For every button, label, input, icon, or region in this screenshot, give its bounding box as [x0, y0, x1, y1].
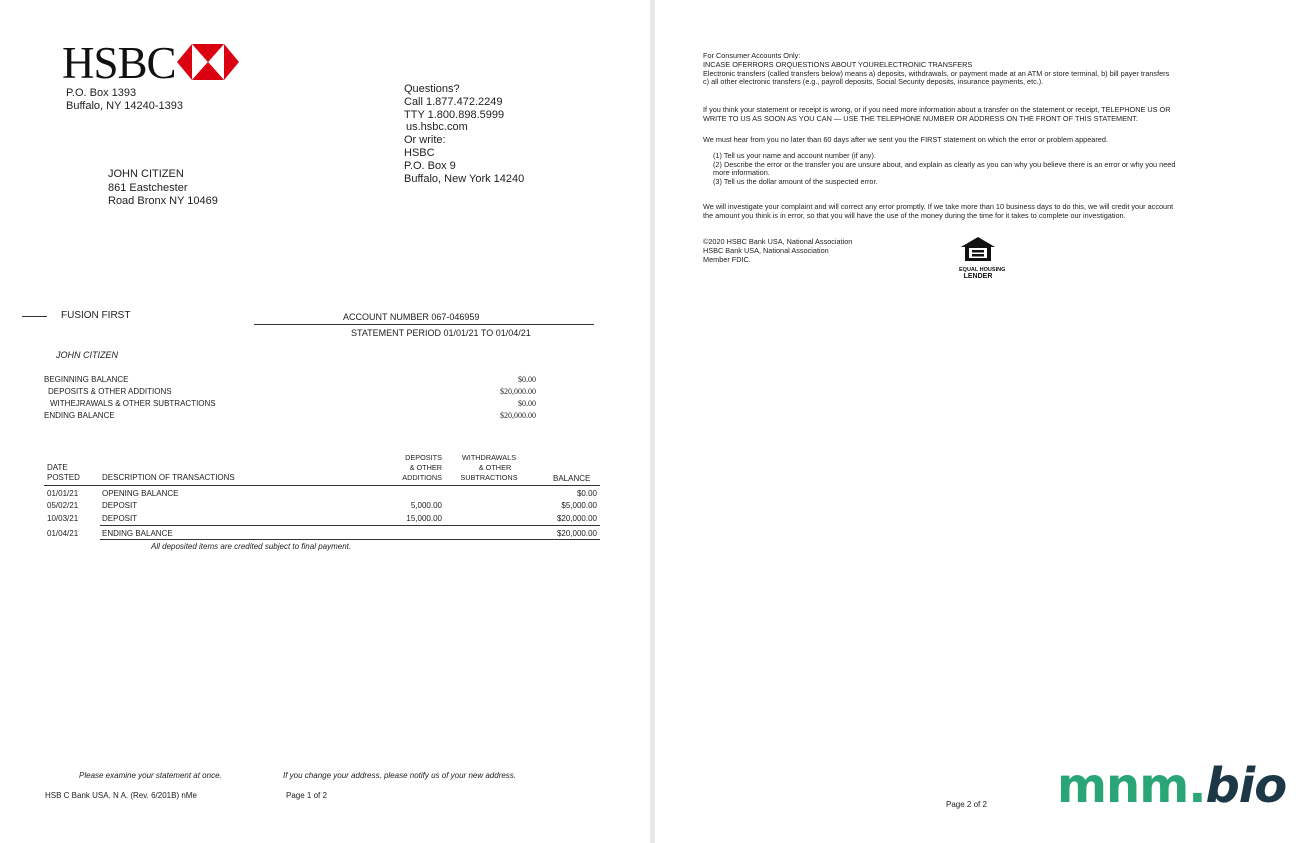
watermark-main: mnm. [1057, 758, 1206, 814]
notice-line: WRITE TO US AS SOON AS YOU CAN — USE THE TELEPHONE NUMBER OR ADDRESS ON THE FRONT OF THIS STATEMENT. [703, 113, 1138, 123]
header-deposits-line: & OTHER [409, 463, 442, 472]
header-withdrawals-line: WITHDRAWALS [461, 453, 517, 462]
return-address-line: Buffalo, NY 14240-1393 [66, 100, 184, 112]
copyright-block [703, 238, 852, 264]
notice-paragraph-3: We must hear from you no later than 60 days after we sent you the FIRST statement on which the error or problem appeared. [703, 135, 1108, 144]
summary-label-ending: ENDING BALANCE [44, 411, 115, 420]
notice-step: (3) Tell us the dollar amount of the suspected error. [713, 176, 878, 186]
notice-step: (1) Tell us your name and account number (if any). [713, 151, 876, 160]
customer-address [108, 168, 218, 209]
copyright-line: ©2020 HSBC Bank USA, National Association [703, 237, 853, 246]
row-date: 01/01/21 [47, 489, 79, 498]
copyright-line: Member FDIC. [703, 254, 751, 264]
product-name: FUSION FIRST [61, 310, 131, 321]
header-date [47, 463, 80, 483]
summary-amount-beginning: $0.00 [518, 375, 536, 384]
return-address [66, 87, 183, 113]
table-bottom-rule [100, 539, 600, 540]
row-description: OPENING BALANCE [102, 489, 179, 498]
row-description: DEPOSIT [102, 514, 138, 523]
customer-city: Road Bronx NY 10469 [108, 195, 218, 207]
header-deposits [390, 453, 442, 483]
lender-caption: LENDER [963, 273, 993, 280]
footer-form-id: HSB C Bank USA. N A. (Rev. 6/201B) nMe [45, 791, 197, 800]
notice-line: c) all other electronic transfers (e.g., payroll deposits, Social Security deposits, insurance payments, etc.). [703, 77, 1044, 87]
product-dash [22, 316, 47, 317]
contact-or-write: Or write: [404, 134, 446, 147]
equal-housing-icon [959, 236, 997, 262]
return-address-line: P.O. Box 1393 [66, 87, 137, 99]
customer-street: 861 Eastchester [108, 181, 188, 194]
notice-line: For Consumer Accounts Only: [703, 51, 801, 60]
footer-examine: Please examine your statement at once. [79, 771, 222, 780]
summary-amount-withdrawals: $0.00 [518, 399, 536, 408]
watermark-ext: bio [1205, 758, 1287, 814]
row-date: 10/03/21 [47, 514, 79, 523]
statement-period: STATEMENT PERIOD 01/01/21 TO 01/04/21 [351, 328, 531, 338]
header-deposits-line: ADDITIONS [402, 473, 442, 482]
summary-label-beginning: BEGINNING BALANCE [44, 375, 129, 384]
footer-page-number: Page 1 of 2 [286, 791, 327, 800]
table-header-rule [44, 485, 600, 486]
header-withdrawals-line: SUBTRACTIONS [460, 473, 518, 482]
contact-block [404, 83, 524, 185]
statement-page-2 [655, 0, 1304, 843]
row-deposit: 15,000.00 [406, 514, 442, 523]
summary-amount-deposits: $20,000.00 [500, 387, 536, 396]
summary-amount-ending: $20,000.00 [500, 411, 536, 420]
customer-name: JOHN CITIZEN [108, 168, 184, 180]
footer-address-change: If you change your address, please notify us of your new address. [283, 771, 517, 780]
header-date-line: POSTED [47, 473, 80, 482]
account-rule [254, 324, 594, 325]
notice-line: Electronic transfers (called transfers below) means a) deposits, withdrawals, or payment made at an ATM or store terminal, b) bill payer transfers [703, 68, 1170, 78]
notice-line: If you think your statement or receipt is wrong, or if you need more information about a transfer on the statement or receipt, TELEPHONE US OR [703, 105, 1171, 114]
notice-line: We will investigate your complaint and will correct any error promptly. If we take more than 10 business days to do this, we will credit your account [703, 202, 1174, 211]
header-description: DESCRIPTION OF TRANSACTIONS [102, 473, 235, 482]
notice-line: the amount you think is in error, so that you will have the use of the money during the time for it takes to complete our investigation. [703, 210, 1126, 220]
row-balance: $0.00 [576, 489, 597, 498]
row-description: ENDING BALANCE [102, 529, 173, 538]
row-deposit: 5,000.00 [410, 501, 442, 510]
row-balance: $20,000.00 [556, 514, 597, 523]
header-date-line: DATE [47, 463, 68, 472]
row-description: DEPOSIT [102, 501, 138, 510]
header-withdrawals [454, 453, 524, 483]
contact-po-box: P.O. Box 9 [404, 159, 456, 172]
contact-org: HSBC [404, 146, 435, 159]
equal-housing-lender-logo [959, 236, 1006, 280]
account-holder: JOHN CITIZEN [56, 350, 118, 360]
row-date: 05/02/21 [47, 501, 79, 510]
header-deposits-line: DEPOSITS [405, 453, 442, 462]
contact-website[interactable]: us.hsbc.com [406, 121, 468, 134]
mnm-bio-watermark [1057, 759, 1286, 813]
copyright-line: HSBC Bank USA, National Association [703, 245, 829, 255]
ending-rule [100, 525, 600, 526]
contact-city: Buffalo, New York 14240 [404, 172, 525, 185]
statement-page-1 [0, 0, 650, 843]
equal-housing-caption: EQUAL HOUSING [959, 267, 1006, 273]
row-date: 01/04/21 [47, 529, 79, 538]
contact-tty: TTY 1.800.898.5999 [404, 108, 505, 121]
page-2-number: Page 2 of 2 [946, 800, 987, 809]
notice-step: more information. [713, 168, 770, 178]
electronic-transfers-notice [703, 52, 1169, 87]
contact-heading: Questions? [404, 83, 460, 95]
summary-label-deposits: DEPOSITS & OTHER ADDITIONS [48, 387, 172, 396]
row-balance: $20,000.00 [556, 529, 597, 538]
notice-paragraph-2 [703, 106, 1171, 124]
notice-heading: INCASE OFERRORS ORQUESTIONS ABOUT YOURELECTRONIC TRANSFERS [703, 59, 973, 69]
hsbc-hexagon-icon [177, 44, 239, 80]
header-balance: BALANCE [553, 474, 591, 483]
header-withdrawals-line: & OTHER [478, 463, 512, 472]
account-number: ACCOUNT NUMBER 067-046959 [343, 312, 480, 322]
notice-steps [713, 152, 1175, 186]
notice-paragraph-4 [703, 203, 1173, 221]
row-balance: $5,000.00 [561, 501, 597, 510]
contact-phone: Call 1.877.472.2249 [404, 95, 503, 108]
hsbc-logo-text: HSBC [62, 38, 176, 88]
deposit-note: All deposited items are credited subject to final payment. [151, 542, 352, 551]
summary-label-withdrawals: WITHEJRAWALS & OTHER SUBTRACTIONS [50, 399, 216, 408]
notice-step: (2) Describe the error or the transfer you are unsure about, and explain as clearly as you can why you believe there is an error or why you need [713, 159, 1176, 169]
